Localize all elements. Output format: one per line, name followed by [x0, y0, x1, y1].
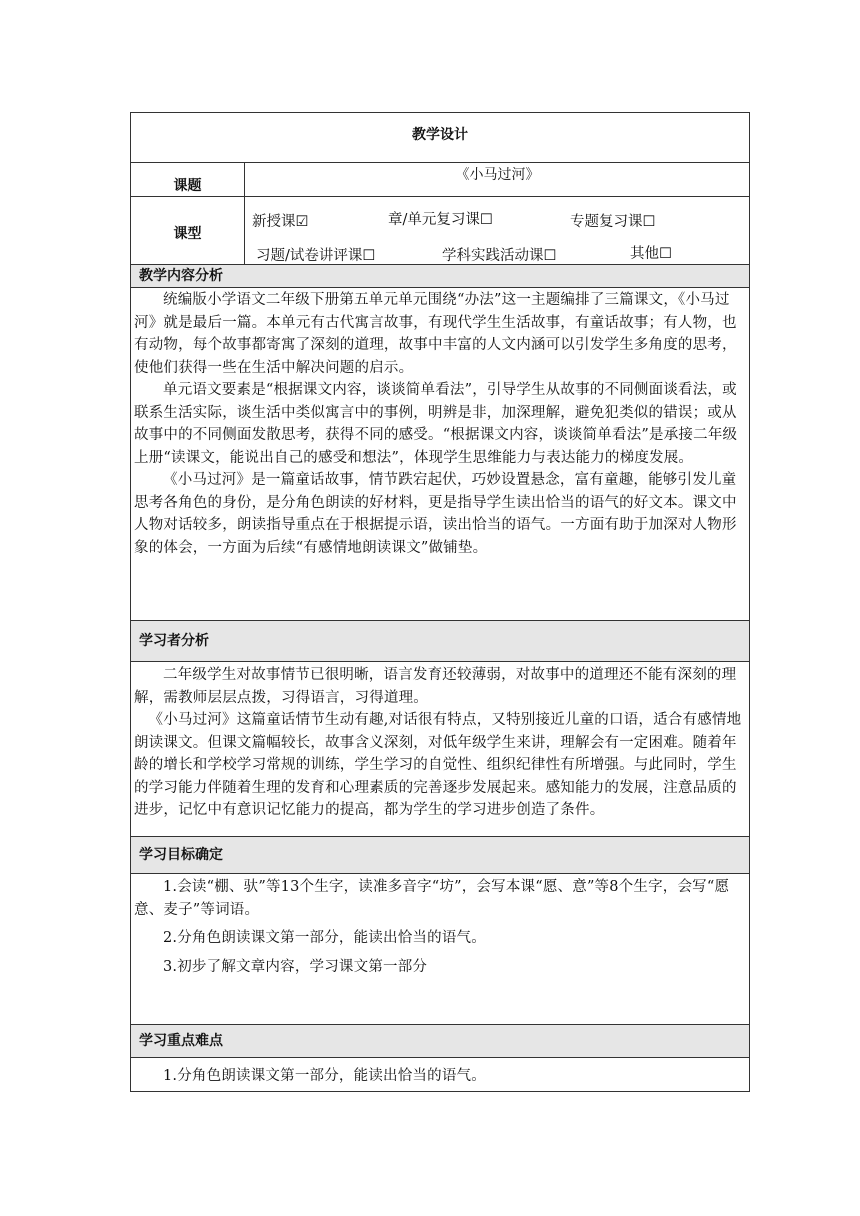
- key-points-list: [134, 1065, 744, 1088]
- page-title: 教学设计: [412, 127, 468, 143]
- lesson-type-option[interactable]: 学科实践活动课☐: [442, 248, 557, 264]
- lesson-type-option[interactable]: 习题/试卷讲评课☐: [256, 248, 376, 264]
- divider: [130, 162, 750, 163]
- paragraph: 单元语文要素是“根据课文内容，谈谈简单看法”，引导学生从故事的不同侧面谈看法，或联系生活实际，谈生活中类似寓言中的事例，明辨是非，加深理解，避免犯类似的错误；或从故事中的不同侧面发散思考，获得不同的感受。“根据课文内容，谈谈简单看法”是承接二年级上册“读课文，能说出自己的感受和想法”，体现学生思维能力与表达能力的梯度发展。: [134, 382, 738, 466]
- paragraph: 《小马过河》是一篇童话故事，情节跌宕起伏，巧妙设置悬念，富有童趣，能够引发儿童思考各角色的身份，是分角色朗读的好材料，更是指导学生读出恰当的语气的好文本。课文中人物对话较多，朗读指导重点在于根据提示语，读出恰当的语气。一方面有助于加深对人物形象的体会，一方面为后续“有感情地朗读课文”做铺垫。: [134, 472, 737, 556]
- divider: [130, 873, 750, 874]
- section-heading-objectives: 学习目标确定: [131, 837, 749, 873]
- topic-value: 《小马过河》: [455, 167, 540, 183]
- lesson-type-option[interactable]: 其他☐: [630, 246, 672, 262]
- paragraph: 统编版小学语文二年级下册第五单元单元围绕“办法”这一主题编排了三篇课文，《小马过河》就是最后一篇。本单元有古代寓言故事，有现代学生生活故事，有童话故事；有人物，也有动物，每个故事都寄寓了深刻的道理，故事中丰富的人文内涵可以引发学生多角度的思考，使他们获得一些在生活中解决问题的启示。: [134, 292, 737, 376]
- paragraph: 《小马过河》这篇童话情节生动有趣,对话很有特点，又特别接近儿童的口语，适合有感情地朗读课文。但课文篇幅较长，故事含义深刻，对低年级学生来讲，理解会有一定困难。随着年龄的增长和学校学习常规的训练，学生学习的自觉性、组织纪律性有所增强。与此同时，学生的学习能力伴随着生理的发育和心理素质的完善逐步发展起来。感知能力的发展，注意品质的进步，记忆中有意识记忆能力的提高，都为学生的学习进步创造了条件。: [134, 712, 742, 818]
- topic-label: 课题: [173, 178, 202, 194]
- lesson-type-option[interactable]: 章/单元复习课☐: [388, 212, 493, 228]
- content-analysis-body: [134, 289, 744, 559]
- divider: [244, 162, 245, 264]
- learner-analysis-body: [134, 664, 744, 822]
- divider: [130, 196, 750, 197]
- lesson-type-option[interactable]: 专题复习课☐: [570, 214, 656, 230]
- lesson-type-label: 课型: [173, 226, 202, 242]
- list-item: 3.初步了解文章内容，学习课文第一部分: [163, 958, 428, 975]
- list-item: 2.分角色朗读课文第一部分，能读出恰当的语气。: [163, 930, 486, 946]
- divider: [130, 1057, 750, 1058]
- divider: [130, 661, 750, 662]
- lesson-type-option[interactable]: 新授课☑: [252, 214, 309, 230]
- section-heading-learner-analysis: 学习者分析: [131, 621, 749, 661]
- list-item: 1.分角色朗读课文第一部分，能读出恰当的语气。: [163, 1068, 486, 1084]
- objectives-list: [134, 876, 744, 978]
- list-item: 1.会读“棚、驮”等13个生字，读准多音字“坊”，会写本课“愿、意”等8个生字，会写“愿意、麦子”等词语。: [134, 879, 730, 918]
- divider: [130, 287, 750, 288]
- section-heading-content-analysis: 教学内容分析: [131, 265, 749, 287]
- paragraph: 二年级学生对故事情节已很明晰，语言发育还较薄弱，对故事中的道理还不能有深刻的理解，需教师层层点拨，习得语言，习得道理。: [134, 667, 737, 706]
- section-heading-key-points: 学习重点难点: [131, 1025, 749, 1057]
